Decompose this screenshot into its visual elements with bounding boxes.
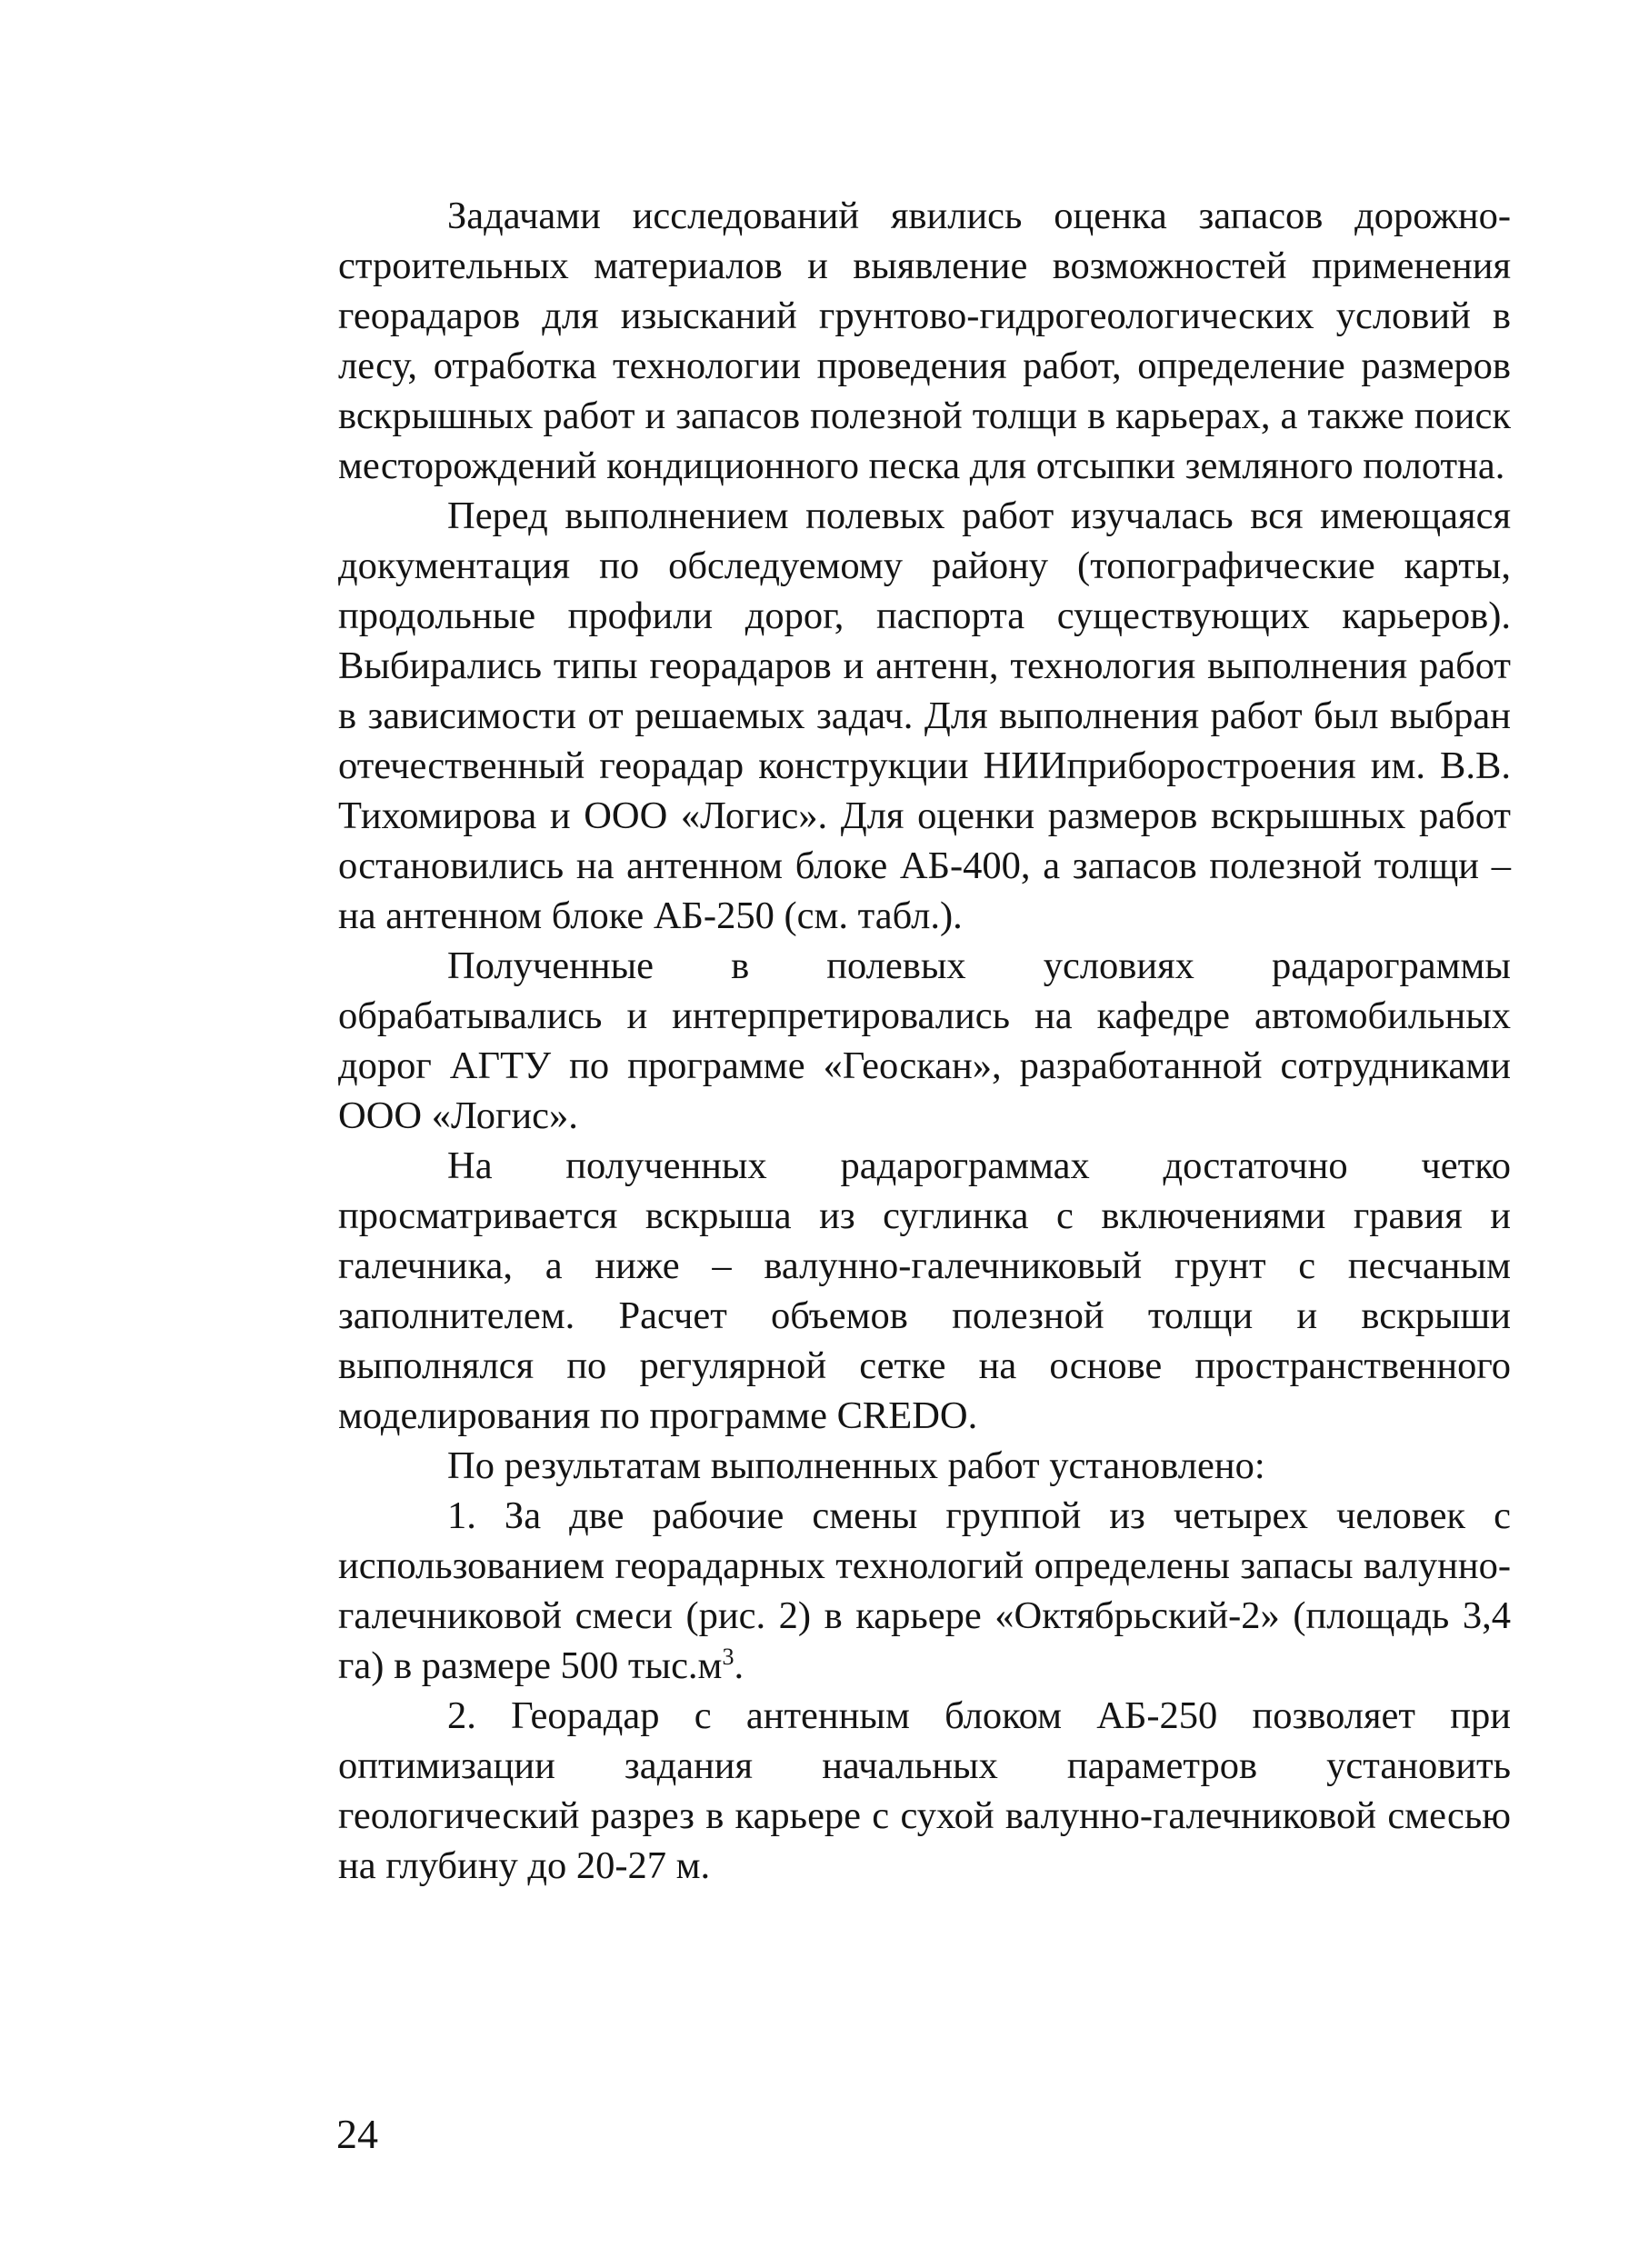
list-item-1-end: .: [734, 1644, 745, 1687]
paragraph-research-tasks: Задачами исследований явились оценка запасов дорожно-строительных материалов и выявление возможностей применения георадаров для изысканий грунтово-гидрогеологических условий в лесу, отработка технологии проведения работ, определение размеров вскрышных работ и запасов полезной толщи в карьерах, а также поиск месторождений кондиционного песка для отсыпки земляного полотна.: [338, 195, 1511, 487]
list-item-1: [338, 1491, 1511, 1691]
paragraph-radargrams: На полученных радарограммах достаточно четко просматривается вскрыша из суглинка с включениями гравия и галечника, а ниже – валунно-галечниковый грунт с песчаным заполнителем. Расчет объемов полезной толщи и вскрыши выполнялся по регулярной сетке на основе пространственного моделирования по программе CREDO.: [338, 1144, 1511, 1437]
paragraph-results-intro: По результатам выполненных работ установлено:: [447, 1444, 1265, 1487]
paragraph-preparation: Перед выполнением полевых работ изучалась вся имеющаяся документация по обследуемому району (топографические карты, продольные профили дорог, паспорта существующих карьеров). Выбирались типы георадаров и антенн, технология выполнения работ в зависимости от решаемых задач. Для выполнения работ был выбран отечественный георадар конструкции НИИприборостроения им. В.В. Тихомирова и ООО «Логис». Для оценки размеров вскрышных работ остановились на антенном блоке АБ-400, а запасов полезной толщи – на антенном блоке АБ-250 (см. табл.).: [338, 495, 1511, 937]
paragraph-processing: Полученные в полевых условиях радарограммы обрабатывались и интерпретировались на кафедре автомобильных дорог АГТУ по программе «Геоскан», разработанной сотрудниками ООО «Логис».: [338, 944, 1511, 1137]
list-item-1-text: 1. За две рабочие смены группой из четырех человек с использованием георадарных технологий определены запасы валунно-галечниковой смеси (рис. 2) в карьере «Октябрьский-2» (площадь 3,4 га) в размере 500 тыс.м: [338, 1494, 1511, 1687]
body-text: [338, 191, 1511, 1891]
list-item-2: 2. Георадар с антенным блоком АБ-250 позволяет при оптимизации задания начальных параметров установить геологический разрез в карьере с сухой валунно-галечниковой смесью на глубину до 20-27 м.: [338, 1694, 1511, 1887]
page-number: 24: [336, 2111, 378, 2157]
list-item-1-superscript: 3: [722, 1643, 735, 1670]
